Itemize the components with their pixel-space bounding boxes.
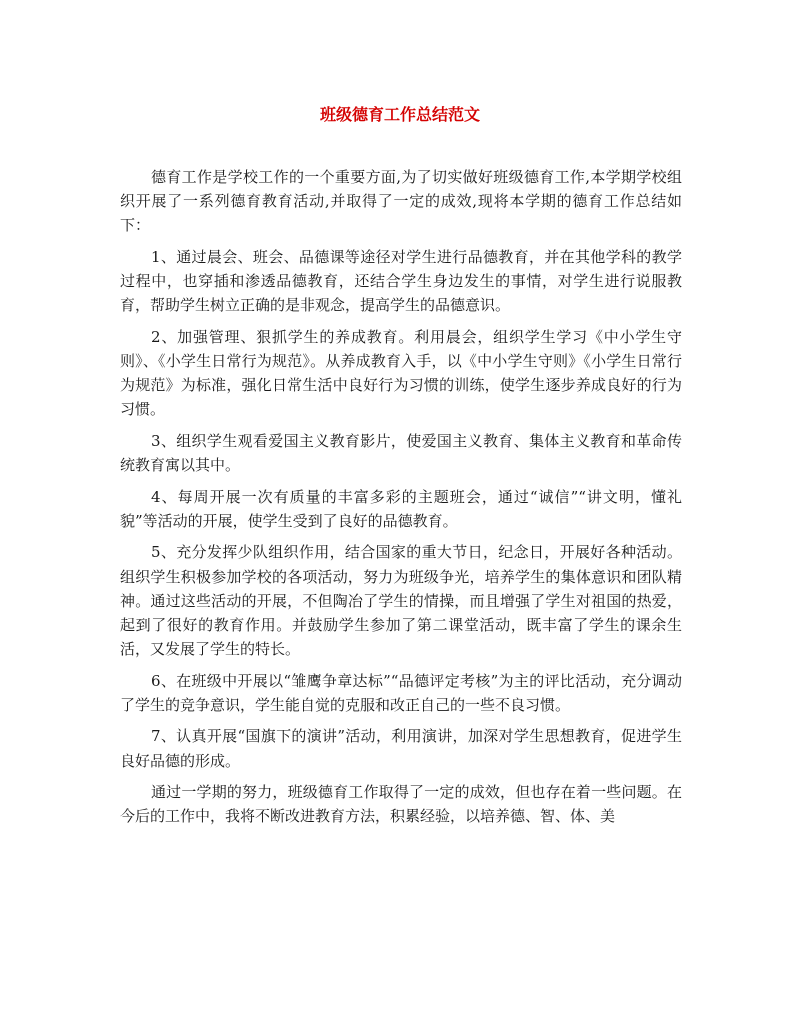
closing-paragraph: 通过一学期的努力，班级德育工作取得了一定的成效，但也存在着一些问题。在今后的工作中，我将不断改进教育方法，积累经验，以培养德、智、体、美 bbox=[120, 783, 682, 826]
item-paragraph-2: 2、加强管理、狠抓学生的养成教育。利用晨会，组织学生学习《中小学生守则》、《小学生日常行为规范》。从养成教育入手，以《中小学生守则》《小学生日常行为规范》为标准，强化日常生活中良好行为习惯的训练，使学生逐步养成良好的行为习惯。 bbox=[120, 327, 682, 419]
item-paragraph-7: 7、认真开展“国旗下的演讲”活动，利用演讲，加深对学生思想教育，促进学生良好品德的形成。 bbox=[120, 727, 682, 770]
intro-paragraph: 德育工作是学校工作的一个重要方面,为了切实做好班级德育工作,本学期学校组织开展了一系列德育教育活动,并取得了一定的成效,现将本学期的德育工作总结如下： bbox=[120, 168, 682, 235]
document-title: 班级德育工作总结范文 bbox=[319, 105, 480, 124]
item-paragraph-1: 1、通过晨会、班会、品德课等途径对学生进行品德教育，并在其他学科的教学过程中，也穿插和渗透品德教育，还结合学生身边发生的事情，对学生进行说服教育，帮助学生树立正确的是非观念，提高学生的品德意识。 bbox=[120, 247, 682, 315]
item-paragraph-5: 5、充分发挥少队组织作用，结合国家的重大节日，纪念日，开展好各种活动。组织学生积极参加学校的各项活动，努力为班级争光，培养学生的集体意识和团队精神。通过这些活动的开展，不但陶冶了学生的情操，而且增强了学生对祖国的热爱，起到了很好的教育作用。并鼓励学生参加了第二课堂活动，既丰富了学生的课余生活，又发展了学生的特长。 bbox=[120, 543, 682, 659]
document-body bbox=[120, 165, 682, 836]
item-paragraph-6: 6、在班级中开展以“雏鹰争章达标”“品德评定考核”为主的评比活动，充分调动了学生的竞争意识，学生能自觉的克服和改正自己的一些不良习惯。 bbox=[120, 671, 682, 714]
item-paragraph-4: 4、每周开展一次有质量的丰富多彩的主题班会，通过“诚信”“讲文明，懂礼貌”等活动的开展，使学生受到了良好的品德教育。 bbox=[120, 487, 682, 530]
item-paragraph-3: 3、组织学生观看爱国主义教育影片，使爱国主义教育、集体主义教育和革命传统教育寓以其中。 bbox=[120, 431, 682, 475]
